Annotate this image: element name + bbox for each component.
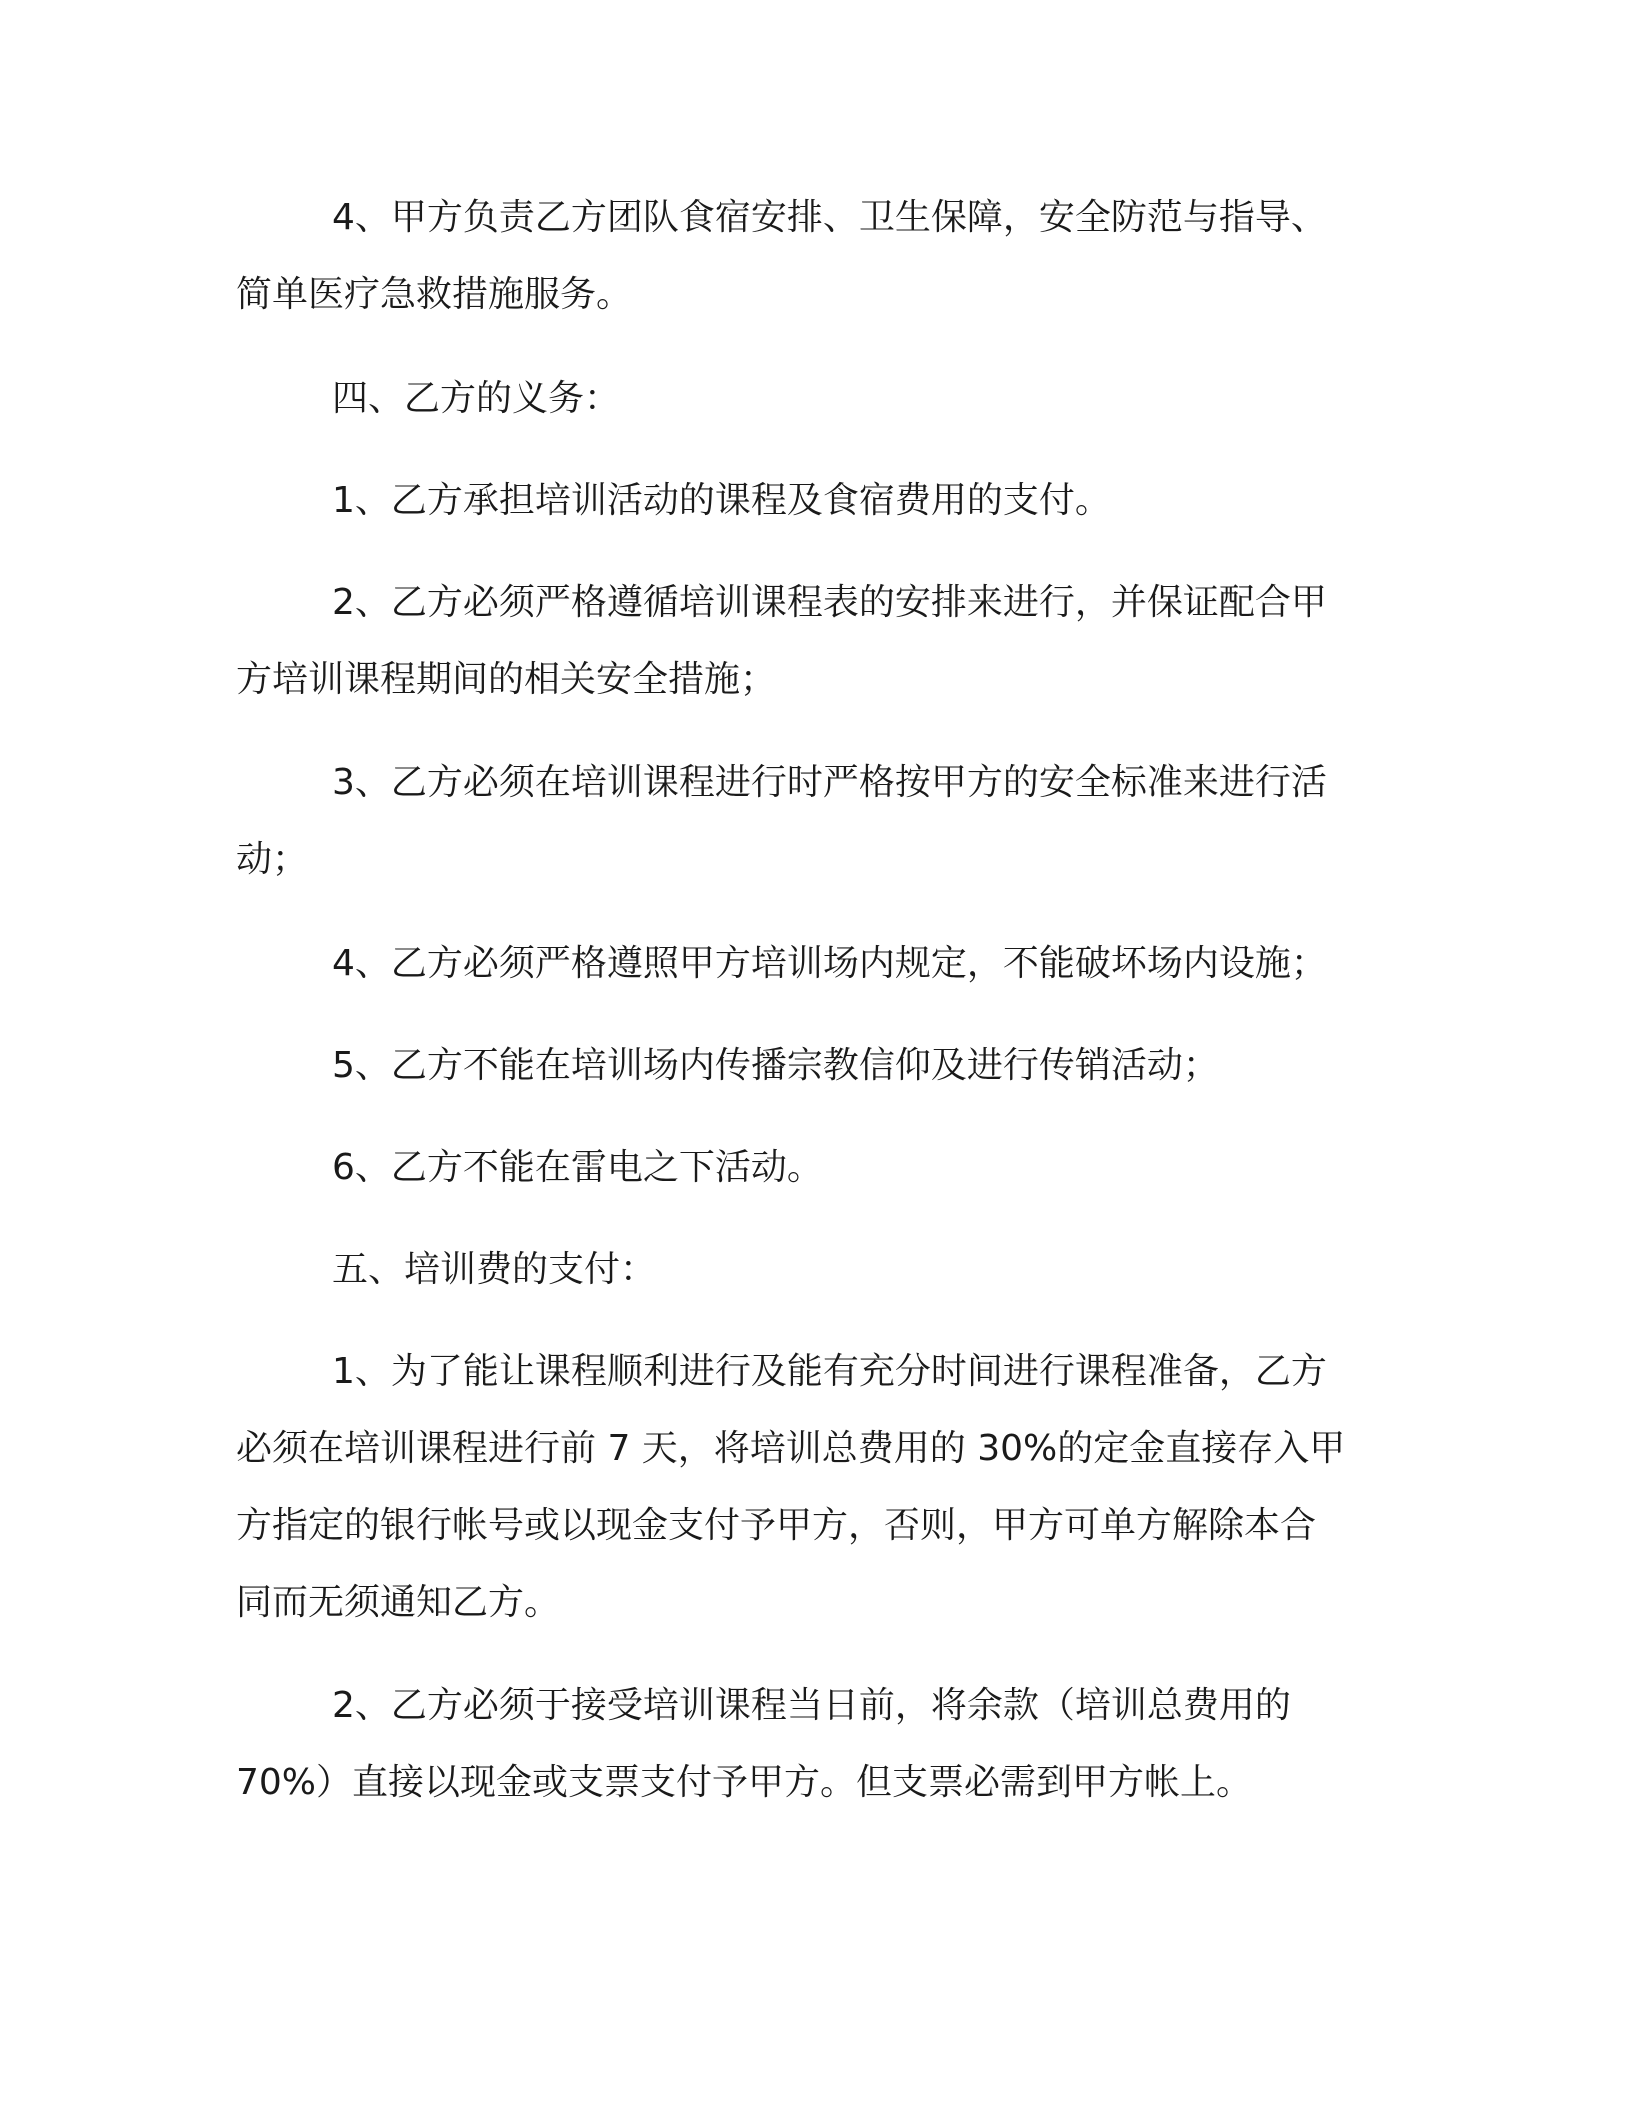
paragraph-line: 方指定的银行帐号或以现金支付予甲方，否则，甲方可单方解除本合 <box>236 1505 1317 1546</box>
paragraph-line: 2、乙方必须严格遵循培训课程表的安排来进行，并保证配合甲 <box>332 582 1327 623</box>
paragraph-line: 5、乙方不能在培训场内传播宗教信仰及进行传销活动； <box>332 1045 1219 1086</box>
paragraph-party-b-obligation-3 <box>236 744 1376 898</box>
paragraph-line: 同而无须通知乙方。 <box>236 1582 561 1623</box>
paragraph-line: 1、乙方承担培训活动的课程及食宿费用的支付。 <box>332 480 1111 521</box>
paragraph-line: 简单医疗急救措施服务。 <box>236 274 633 315</box>
paragraph-payment-2 <box>236 1667 1376 1821</box>
section-heading-training-fee-payment <box>236 1231 1376 1308</box>
paragraph-line: 动； <box>236 839 309 880</box>
paragraph-line: 必须在培训课程进行前 7 天，将培训总费用的 30%的定金直接存入甲 <box>236 1428 1346 1469</box>
paragraph-party-b-obligation-5 <box>236 1027 1376 1104</box>
paragraph-party-b-obligation-1 <box>236 462 1376 539</box>
paragraph-party-a-duty-4 <box>236 179 1376 333</box>
paragraph-line: 70%）直接以现金或支票支付予甲方。但支票必需到甲方帐上。 <box>236 1762 1253 1803</box>
paragraph-line: 4、乙方必须严格遵照甲方培训场内规定，不能破坏场内设施； <box>332 943 1327 984</box>
paragraph-line: 3、乙方必须在培训课程进行时严格按甲方的安全标准来进行活 <box>332 762 1327 803</box>
section-heading-party-b-obligations <box>236 360 1376 437</box>
paragraph-line: 方培训课程期间的相关安全措施； <box>236 659 777 700</box>
paragraph-payment-1 <box>236 1333 1376 1641</box>
paragraph-party-b-obligation-4 <box>236 925 1376 1002</box>
paragraph-party-b-obligation-6 <box>236 1129 1376 1206</box>
paragraph-line: 1、为了能让课程顺利进行及能有充分时间进行课程准备，乙方 <box>332 1351 1327 1392</box>
section-heading: 五、培训费的支付： <box>332 1249 657 1290</box>
paragraph-party-b-obligation-2 <box>236 564 1376 718</box>
paragraph-line: 6、乙方不能在雷电之下活动。 <box>332 1147 823 1188</box>
section-heading: 四、乙方的义务： <box>332 378 621 419</box>
paragraph-line: 2、乙方必须于接受培训课程当日前，将余款（培训总费用的 <box>332 1685 1291 1726</box>
paragraph-line: 4、甲方负责乙方团队食宿安排、卫生保障，安全防范与指导、 <box>332 197 1327 238</box>
